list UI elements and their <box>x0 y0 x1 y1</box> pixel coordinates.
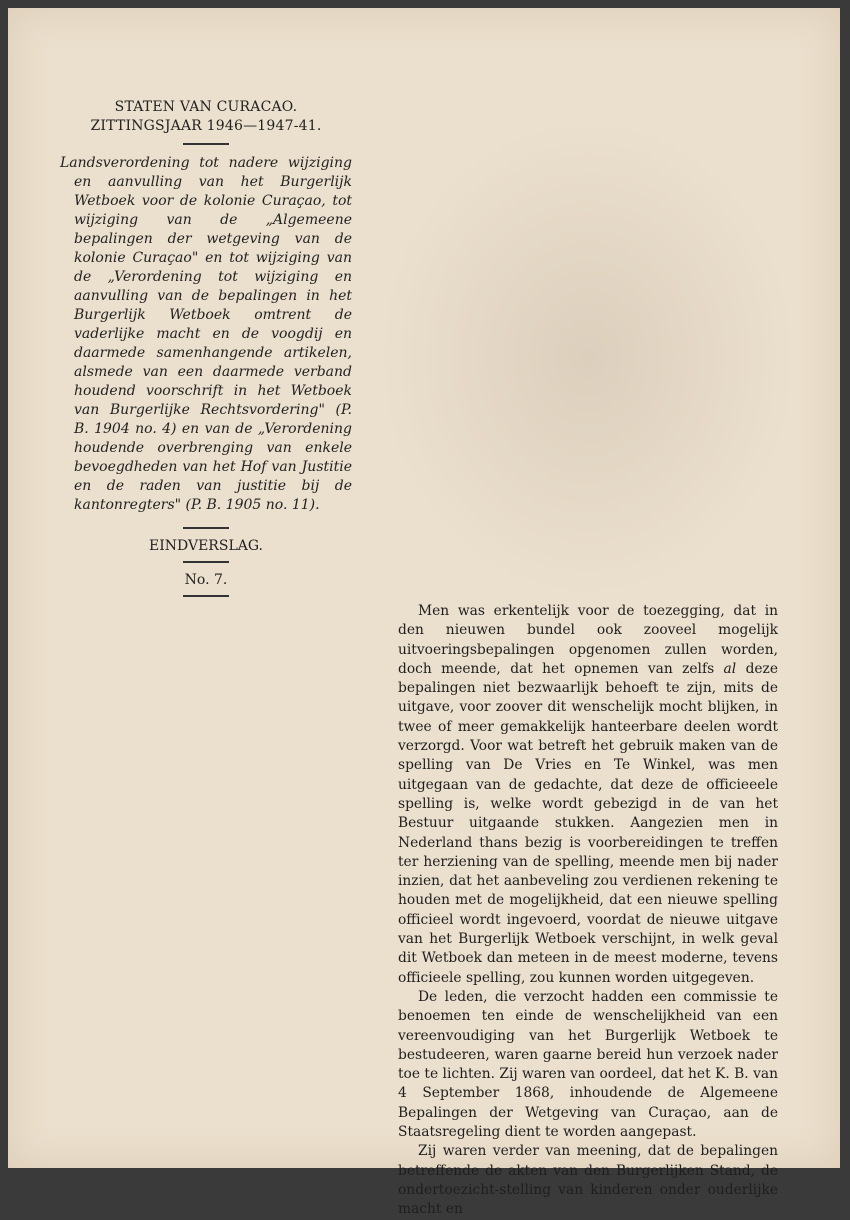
divider <box>183 527 229 529</box>
left-column <box>60 98 352 606</box>
divider <box>183 143 229 145</box>
body-paragraph-3: Zij waren verder van meening, dat de bepalingen betreffende de akten van den Burgerlijken Stand, de ondertoezicht-stelling van kinderen onder ouderlijke macht en <box>398 1143 778 1218</box>
divider <box>183 595 229 597</box>
show-through-text-area <box>378 118 798 598</box>
header-line-2: ZITTINGSJAAR 1946—1947-41. <box>90 118 322 134</box>
body-text-column <box>398 602 778 1220</box>
document-number: No. 7. <box>184 572 228 588</box>
document-page <box>8 8 840 1218</box>
header-line-1: STATEN VAN CURACAO. <box>114 99 298 115</box>
body-paragraph-1: Men was erkentelijk voor de toezegging, dat in den nieuwen bundel ook zooveel mogelijk uitvoeringsbepalingen opgenomen zullen worden, doch meende, dat het opnemen van zelfs al deze bepalingen niet bezwaarlijk behoeft te zijn, mits de uitgave, voor zoover dit wenschelijk mocht blijken, in twee of meer gemakkelijk hanteerbare deelen wordt verzorgd. Voor wat betreft het gebruik maken van de spelling van De Vries en Te Winkel, was men uitgegaan van de gedachte, dat deze de officieeele spelling is, welke wordt gebezigd in de van het Bestuur uitgaande stukken. Aangezien men in Nederland thans bezig is voorbereidingen te treffen ter herziening van de spelling, meende men bij nader inzien, dat het aanbeveling zou verdienen rekening te houden met de mogelijkheid, dat een nieuwe spelling officieel wordt ingevoerd, voordat de nieuwe uitgave van het Burgerlijk Wetboek verschijnt, in welk geval dit Wetboek dan meteen in de meest moderne, tevens officieele spelling, zou kunnen worden uitgegeven. <box>398 603 778 986</box>
document-type: EINDVERSLAG. <box>149 538 263 554</box>
body-paragraph-2: De leden, die verzocht hadden een commissie te benoemen ten einde de wenschelijkheid van een vereenvoudiging van het Burgerlijk Wetboek te bestudeeren, waren gaarne bereid hun verzoek nader toe te lichten. Zij waren van oordeel, dat het K. B. van 4 September 1868, inhoudende de Algemeene Bepalingen der Wetgeving van Curaçao, aan de Staatsregeling dient te worden aangepast. <box>398 988 778 1141</box>
title-block: Landsverordening tot nadere wijziging en aanvulling van het Burgerlijk Wetboek voor de kolonie Curaçao, tot wijziging van de „Algemeene bepalingen der wetgeving van de kolonie Curaçao" en tot wijziging van de „Verordening tot wijziging en aanvulling van de bepalingen in het Burgerlijk Wetboek omtrent de vaderlijke macht en de voogdij en daarmede samenhangende artikelen, alsmede van een daarmede verband houdend voorschrift in het Wetboek van Burgerlijke Rechtsvordering" (P. B. 1904 no. 4) en van de „Verordening houdende overbrenging van enkele bevoegdheden van het Hof van Justitie en de raden van justitie bij de kantonregters" (P. B. 1905 no. 11). <box>60 155 352 513</box>
divider <box>183 561 229 563</box>
